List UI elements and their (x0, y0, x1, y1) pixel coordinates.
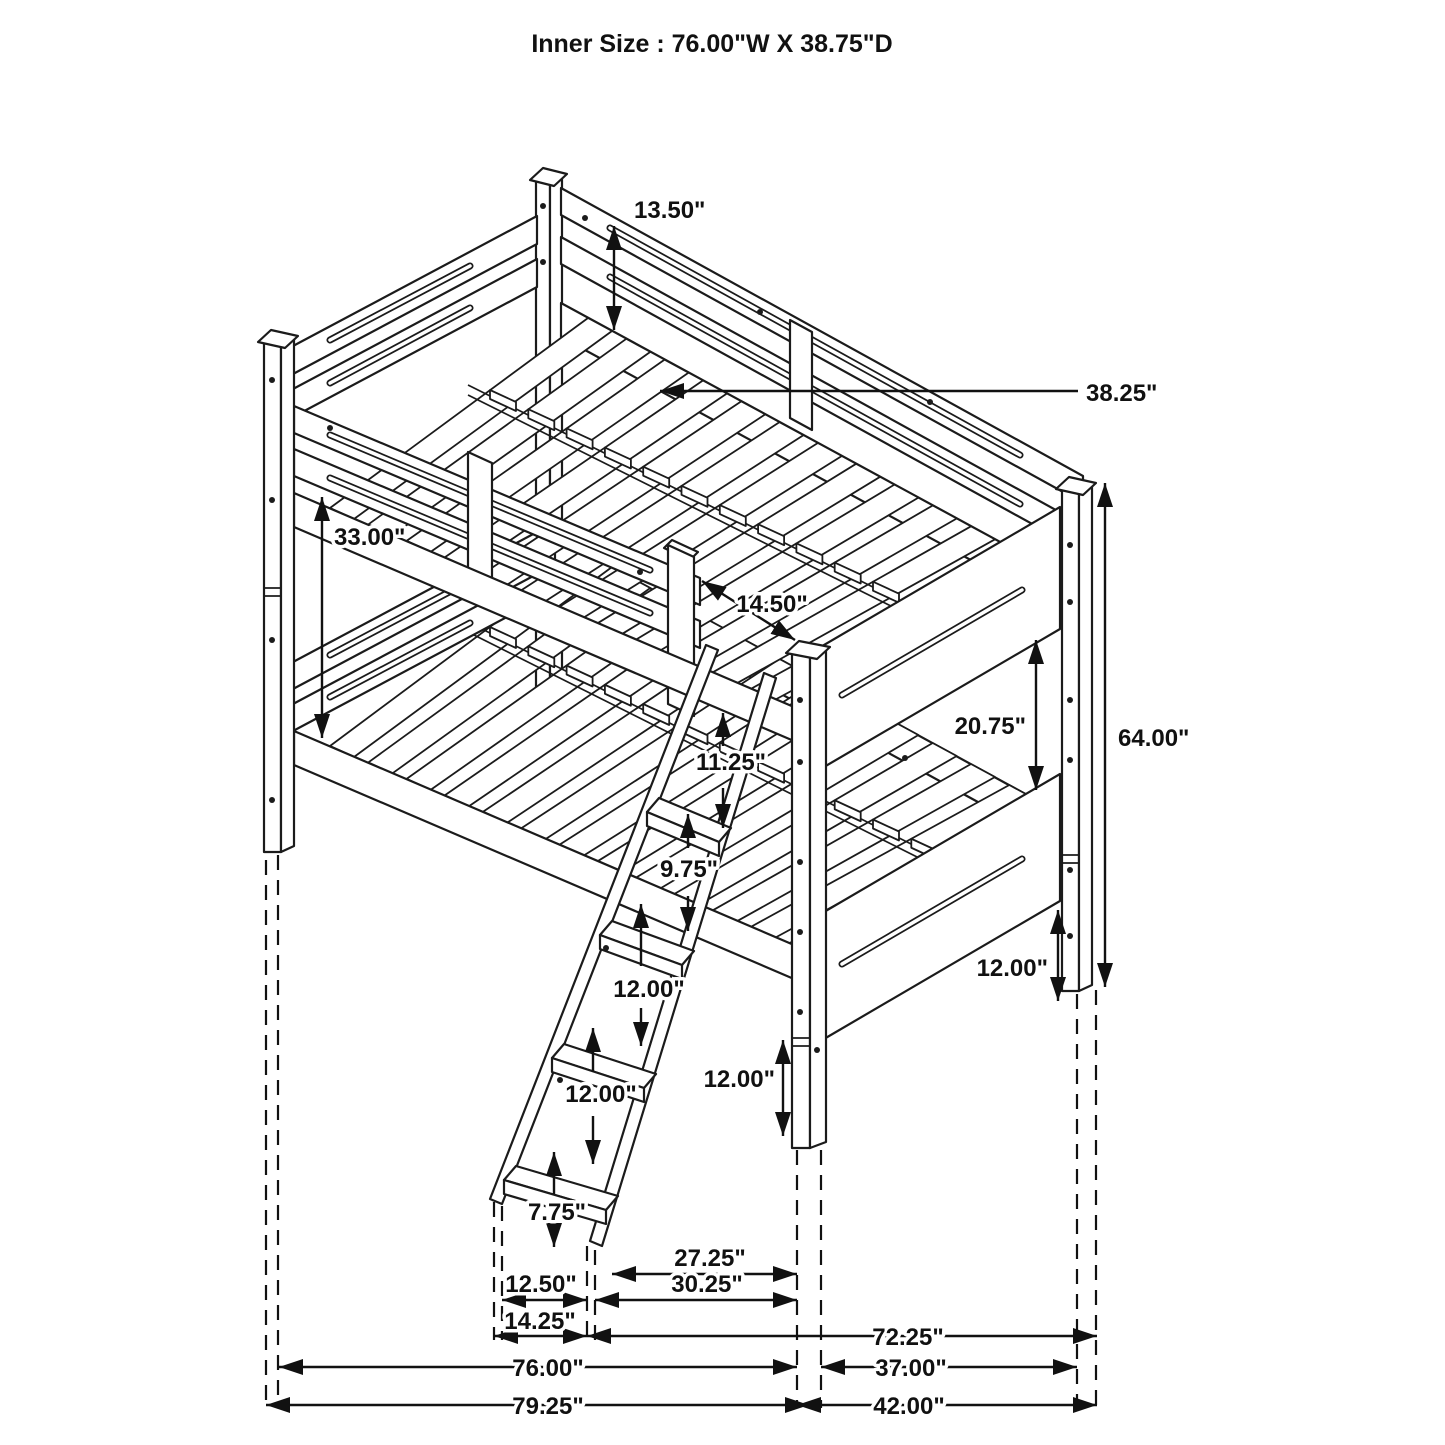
dim-37-00 (821, 1355, 1077, 1382)
dim-label-9-75: 9.75" (659, 856, 719, 883)
dim-label-38-25: 38.25" (1086, 380, 1158, 407)
screw-hole-dot (637, 569, 643, 575)
screw-hole-dot (1067, 867, 1073, 873)
dim-label-12-00-front-leg: 12.00" (703, 1066, 775, 1093)
dim-12-00-front-leg (704, 1040, 783, 1136)
dim-label-72-25: 72.25" (872, 1324, 944, 1351)
screw-hole-dot (540, 203, 546, 209)
screw-hole-dot (269, 797, 275, 803)
dim-14-25 (494, 1308, 587, 1336)
screw-hole-dot (1067, 933, 1073, 939)
screw-hole-dot (797, 1009, 803, 1015)
front-head-post (258, 330, 298, 852)
dim-7-75 (528, 1152, 586, 1247)
dim-72-25 (587, 1324, 1097, 1351)
screw-hole-dot (757, 309, 763, 315)
dim-label-20-75: 20.75" (954, 713, 1026, 740)
dim-label-11-25: 11.25" (695, 749, 767, 776)
front-foot-post (786, 641, 830, 1148)
screw-hole-dot (269, 637, 275, 643)
bed-structure (258, 168, 1096, 1246)
screw-hole-dot (1067, 542, 1073, 548)
screw-hole-dot (327, 425, 333, 431)
screw-hole-dot (797, 697, 803, 703)
dim-label-30-25: 30.25" (671, 1271, 743, 1298)
page-title: Inner Size : 76.00"W X 38.75"D (531, 30, 893, 58)
dim-label-79-25: 79.25" (512, 1393, 584, 1420)
screw-hole-dot (797, 929, 803, 935)
screw-hole-dot (1067, 757, 1073, 763)
screw-hole-dot (557, 1077, 563, 1083)
dim-label-12-50: 12.50" (505, 1271, 577, 1298)
dim-79-25 (266, 1393, 809, 1420)
dim-label-37-00: 37.00" (875, 1355, 947, 1382)
dim-76-00 (279, 1355, 797, 1382)
screw-hole-dot (902, 755, 908, 761)
dim-42-00 (797, 1393, 1097, 1420)
screw-hole-dot (797, 859, 803, 865)
dim-label-12-00-ladder-bottom: 12.00" (565, 1081, 637, 1108)
screw-hole-dot (603, 945, 609, 951)
dim-label-42-00: 42.00" (873, 1393, 945, 1420)
screw-hole-dot (814, 1047, 820, 1053)
dim-label-14-50: 14.50" (736, 591, 808, 618)
rear-foot-post (1056, 477, 1096, 991)
dim-label-7-75: 7.75" (527, 1199, 587, 1226)
screw-hole-dot (540, 259, 546, 265)
dim-label-76-00: 76.00" (512, 1355, 584, 1382)
dim-12-50 (502, 1271, 587, 1300)
dim-label-12-00-ladder-top: 12.00" (613, 976, 685, 1003)
screw-hole-dot (1067, 599, 1073, 605)
screw-hole-dot (582, 215, 588, 221)
dim-27-25 (612, 1245, 797, 1274)
dim-label-12-00-rear-leg: 12.00" (976, 955, 1048, 982)
dim-label-14-25: 14.25" (504, 1308, 576, 1335)
dim-label-27-25: 27.25" (674, 1245, 746, 1272)
screw-hole-dot (1067, 697, 1073, 703)
screw-hole-dot (797, 759, 803, 765)
screw-hole-dot (927, 399, 933, 405)
dim-label-33-00: 33.00" (334, 524, 406, 551)
dim-64-00 (1105, 483, 1189, 987)
screw-hole-dot (269, 377, 275, 383)
dim-30-25 (595, 1271, 797, 1300)
dim-label-64-00: 64.00" (1118, 725, 1190, 752)
dim-label-13-50: 13.50" (634, 197, 706, 224)
screw-hole-dot (269, 497, 275, 503)
